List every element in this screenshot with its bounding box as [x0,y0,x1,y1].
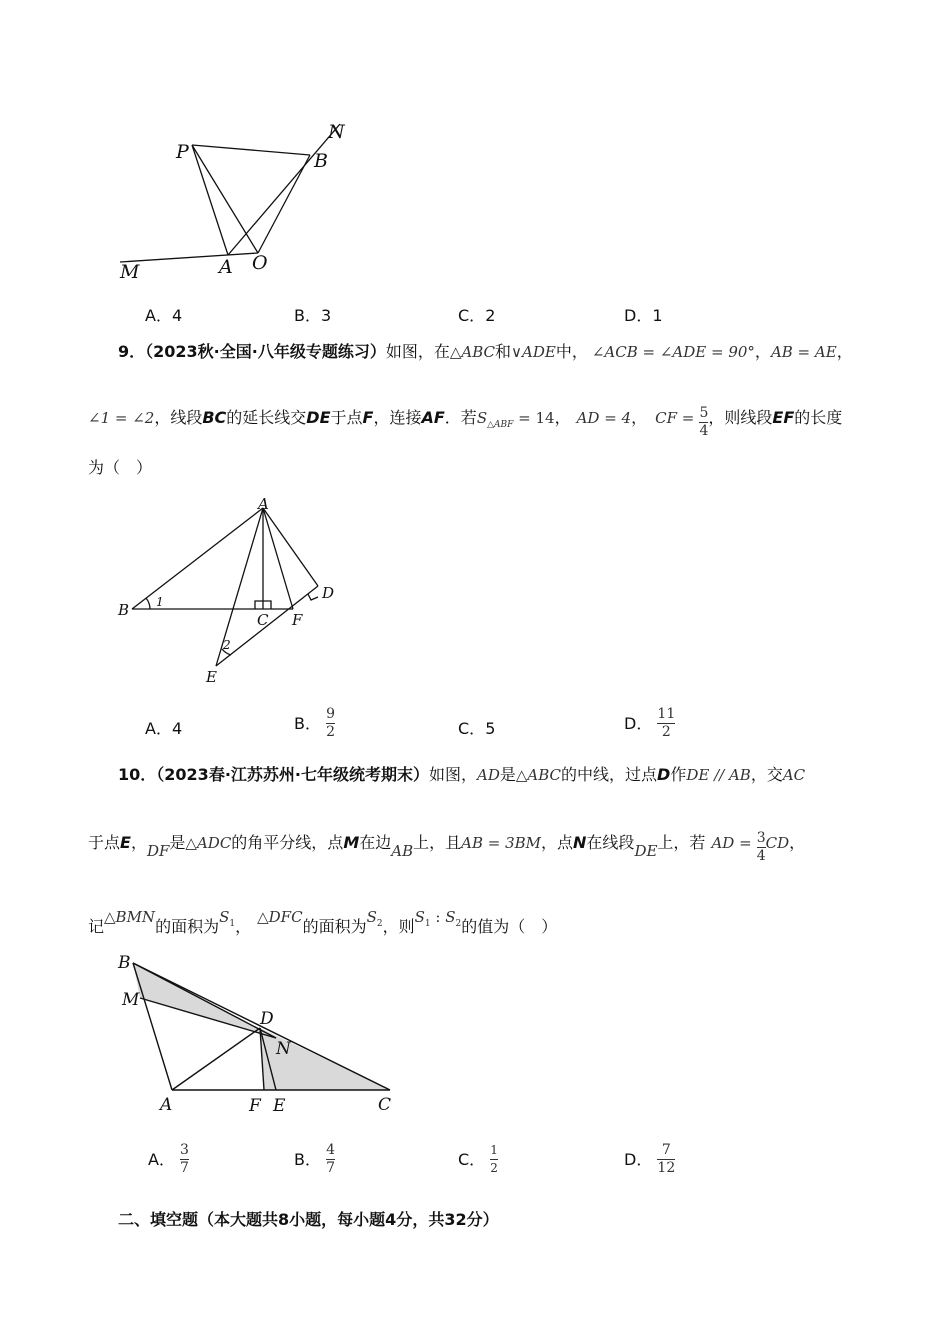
label-f: F [249,1096,261,1116]
q10-ad-fraction: $\frac{3}{4}$ [756,830,766,864]
q10-option-a-fraction: $\frac{3}{7}$ [180,1142,189,1176]
q9-option-c[interactable]: C．5 [458,719,496,738]
line-af [263,508,293,609]
label-m: M [122,990,140,1010]
q9-option-b-fraction: $\frac{9}{2}$ [326,706,335,740]
q9-line2: ∠1 = ∠2，线段BC的延长线交DE于点F，连接AF．若$S_{\triangle ABF} = 14$， AD = 4， CF = $\frac{5}{4}$ ，则线段EF的长度 [88,405,843,439]
label-angle-1: 1 [156,595,164,609]
line-bo [258,155,310,253]
section-2-heading: 二、填空题（本大题共8小题，每小题4分，共32分） [118,1210,499,1229]
q10-option-b-fraction: $\frac{4}{7}$ [326,1142,335,1176]
q8-option-b[interactable]: B．3 [294,306,332,325]
q9-line1: 9．（2023秋·全国·八年级专题练习）如图，在△ABC和∨ADE中， ∠ACB = ∠ADE = 90°，AB = AE， [118,342,853,361]
line-ba [132,508,263,609]
label-e: E [206,668,217,686]
q10-option-d-fraction: $\frac{7}{12}$ [657,1142,676,1176]
q10-option-b[interactable]: B． $\frac{4}{7}$ [294,1142,335,1176]
angle-arc-1 [146,598,150,609]
label-c: C [378,1095,392,1115]
label-b: B [118,601,130,619]
q10-line3: 记△BMN的面积为$S^1$， △DFC的面积为$S^2$，则$S^1$ : $S^2$的值为（ ） [88,908,558,936]
q9-option-a[interactable]: A．4 [145,719,183,738]
label-d: D [260,1009,274,1029]
q9-line3: 为（ ） [88,458,153,477]
label-a: A [258,495,269,513]
q8-option-a[interactable]: A．4 [145,306,183,325]
label-n: N [328,121,345,143]
q8-option-d[interactable]: D．1 [624,306,663,325]
line-pa [192,145,228,255]
q10-option-d[interactable]: D． $\frac{7}{12}$ [624,1142,676,1176]
figure-q8 [110,118,360,288]
label-p: P [176,141,189,163]
line-pb [192,145,310,155]
label-b: B [314,150,328,172]
q10-line2: 于点E，DF是△ADC的角平分线，点M在边AB上，且AB = 3BM，点N在线段DE上，若 AD = $\frac{3}{4}$ CD， [88,830,806,864]
q10-line1: 10．（2023春·江苏苏州·七年级统考期末）如图，AD是△ABC的中线，过点D作DE // AB，交AC [118,765,806,784]
q9-cf-fraction: $\frac{5}{4}$ [699,405,709,439]
line-ad [263,508,318,586]
q8-option-c[interactable]: C．2 [458,306,496,325]
line-po [192,145,258,253]
q9-option-d-fraction: $\frac{11}{2}$ [657,706,676,740]
label-f: F [292,611,303,629]
label-a: A [219,256,233,278]
q10-option-a[interactable]: A． $\frac{3}{7}$ [148,1142,189,1176]
label-n: N [276,1039,291,1059]
line-ma [120,253,258,262]
q10-option-c-fraction: $\frac{1}{2}$ [490,1143,498,1175]
line-ad [172,1028,260,1090]
figure-q10 [110,948,410,1123]
label-o: O [252,252,268,274]
figure-q9 [110,495,350,690]
q9-option-b[interactable]: B． $\frac{9}{2}$ [294,706,335,740]
label-m: M [120,261,140,283]
label-d: D [322,584,335,602]
label-angle-2: 2 [223,638,231,652]
right-angle-d [308,594,318,600]
q9-option-d[interactable]: D． $\frac{11}{2}$ [624,706,676,740]
label-b: B [118,953,131,973]
line-an [228,124,340,255]
label-e: E [273,1096,286,1116]
q10-option-c[interactable]: C． $\frac{1}{2}$ [458,1143,498,1175]
label-c: C [257,611,269,629]
label-a: A [160,1095,173,1115]
